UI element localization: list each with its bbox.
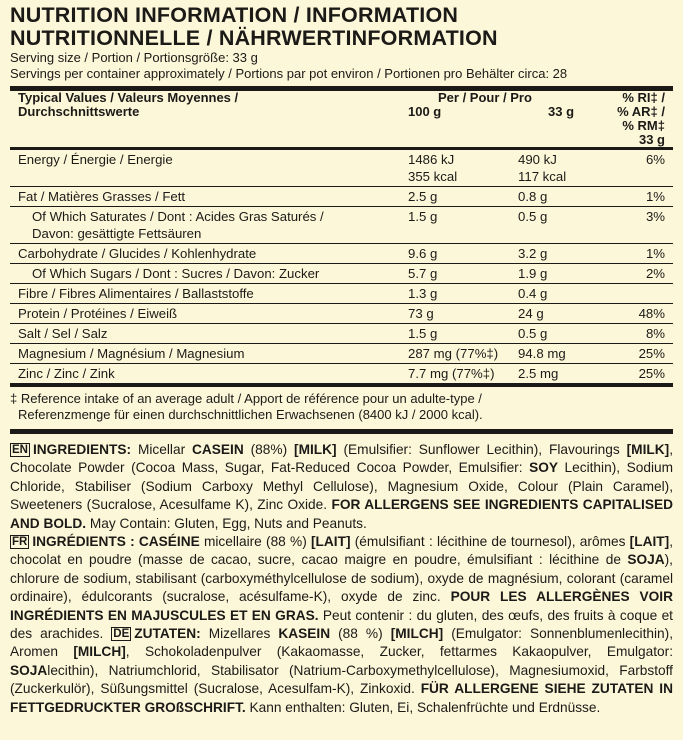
nutrient-label: Energy / Énergie / Energie bbox=[18, 152, 173, 167]
nutrient-label: Fat / Matières Grasses / Fett bbox=[18, 189, 186, 204]
en-allergen-note: FOR ALLERGENS SEE INGREDIENTS CAPITALISED AND BOLD. bbox=[10, 497, 673, 531]
value-per-100g: 73 g bbox=[408, 306, 434, 321]
de-flag-badge: DE bbox=[113, 628, 130, 641]
table-row bbox=[10, 284, 673, 304]
header-col1-line1: Typical Values / Valeurs Moyennes / bbox=[18, 90, 239, 105]
de-text: , Schokoladenpulver (Kakaomasse, Zucker, fettarmes Kakaopulver, Emulgator: bbox=[125, 644, 673, 660]
value-per-100g: 355 kcal bbox=[408, 169, 458, 184]
value-per-100g: 7.7 mg (77%‡) bbox=[408, 366, 495, 381]
title-line-1: NUTRITION INFORMATION / INFORMATION bbox=[10, 3, 459, 27]
value-per-100g: 2.5 g bbox=[408, 189, 438, 204]
table-row bbox=[10, 304, 673, 324]
nutrient-label: Carbohydrate / Glucides / Kohlenhydrate bbox=[18, 246, 257, 261]
header-33g: 33 g bbox=[548, 104, 575, 119]
table-row bbox=[10, 344, 673, 364]
de-text: lecithin), Natriumchlorid, Stabilisator (Natrium-Carboxymethylcellulose), Magnesiumoxid, Farbstoff (Zuckerkulör), Süßungsmittel (Sucralose, Acesulfam-K), Zinkoxid. bbox=[10, 662, 673, 697]
fr-flag-badge: FR bbox=[12, 536, 28, 549]
table-row bbox=[10, 207, 673, 244]
nutrient-label: Davon: gesättigte Fettsäuren bbox=[32, 226, 202, 241]
header-ri-line1: % RI‡ / % AR‡ / bbox=[617, 90, 665, 119]
nutrient-label: Zinc / Zinc / Zink bbox=[18, 366, 115, 381]
value-per-100g: 1.3 g bbox=[408, 286, 438, 301]
table-body bbox=[10, 149, 673, 384]
de-ingredients-heading: ZUTATEN: bbox=[134, 626, 201, 642]
ri-percent: 1% bbox=[645, 189, 665, 204]
value-per-100g: 1.5 g bbox=[408, 209, 438, 224]
table-row bbox=[10, 324, 673, 344]
en-allergen: [MILK] bbox=[294, 442, 337, 457]
nutrition-table bbox=[10, 91, 673, 384]
nutrient-label: Magnesium / Magnésium / Magnesium bbox=[18, 346, 245, 361]
value-per-33g: 24 g bbox=[518, 306, 544, 321]
fr-allergen: [LAIT] bbox=[629, 534, 670, 550]
table-row bbox=[10, 244, 673, 264]
de-text: (88 %) bbox=[330, 626, 391, 642]
nutrient-label: Protein / Protéines / Eiweiß bbox=[18, 306, 178, 321]
serving-size: Serving size / Portion / Portionsgröße: 33 g bbox=[10, 50, 258, 65]
nutrient-label: Salt / Sel / Salz bbox=[18, 326, 108, 341]
fr-text: , chocolat en poudre (masse de cacao, sucre, cacao maigre en poudre, émulsifiant : lécithine de bbox=[10, 534, 673, 568]
fr-allergen: [LAIT] bbox=[310, 534, 351, 550]
value-per-33g: 2.5 mg bbox=[518, 366, 559, 381]
fr-allergen-note: POUR LES ALLERGÈNES VOIR INGRÉDIENTS EN MAJUSCULES ET EN GRAS. bbox=[10, 589, 673, 623]
ri-percent: 2% bbox=[645, 266, 665, 281]
de-allergen: [MILCH] bbox=[390, 626, 444, 642]
fr-allergen: SOJA bbox=[627, 552, 665, 568]
en-allergen: CASEIN bbox=[192, 442, 244, 457]
nutrient-label: Of Which Saturates / Dont : Acides Gras Saturés / bbox=[32, 209, 324, 224]
ri-percent: 6% bbox=[645, 152, 665, 167]
nutrient-label: Fibre / Fibres Alimentaires / Ballaststoffe bbox=[18, 286, 254, 301]
value-per-33g: 3.2 g bbox=[518, 246, 548, 261]
ri-percent: 25% bbox=[638, 366, 665, 381]
title-line-2: NUTRITIONNELLE / NÄHRWERTINFORMATION bbox=[10, 26, 498, 50]
table-row bbox=[10, 364, 673, 384]
en-text: Lecithin), Sodium Chloride, Stabiliser (Sodium Carboxy Methyl Cellulose), Magnesium Oxide, Colour (Plain Caramel), Sweeteners (Sucralose, Acesulfame K), Zinc Oxide. bbox=[10, 460, 673, 513]
ri-percent: 25% bbox=[638, 346, 665, 361]
en-text: (Emulsifier: Sunflower Lecithin), Flavourings bbox=[336, 442, 627, 457]
ri-percent: 8% bbox=[645, 326, 665, 341]
value-per-33g: 0.8 g bbox=[518, 189, 548, 204]
header-ri-line2: % RM‡ 33 g bbox=[622, 118, 665, 147]
fr-text: micellaire (88 %) bbox=[199, 534, 311, 550]
de-allergen: [MILCH] bbox=[73, 644, 126, 660]
en-allergen: [MILK] bbox=[626, 442, 670, 457]
en-may-contain: May Contain: Gluten, Egg, Nuts and Peanuts. bbox=[86, 515, 367, 531]
ingredients-block bbox=[10, 441, 673, 717]
value-per-33g: 0.5 g bbox=[518, 326, 548, 341]
en-ingredients-heading: INGREDIENTS: bbox=[32, 442, 132, 457]
de-text: Mizellares bbox=[200, 626, 279, 642]
value-per-100g: 1.5 g bbox=[408, 326, 438, 341]
en-text: Micellar bbox=[131, 442, 193, 457]
en-allergen: SOY bbox=[529, 460, 558, 476]
value-per-100g: 5.7 g bbox=[408, 266, 438, 281]
bottom-rule bbox=[10, 429, 673, 434]
value-per-33g: 117 kcal bbox=[518, 169, 567, 184]
value-per-33g: 1.9 g bbox=[518, 266, 548, 281]
nutrient-label: Of Which Sugars / Dont : Sucres / Davon: Zucker bbox=[32, 266, 320, 281]
de-text: (Emulgator: Sonnenblumenlecithin), Aromen bbox=[10, 626, 674, 660]
table-row bbox=[10, 187, 673, 207]
fr-ingredients-heading: INGRÉDIENTS : CASÉINE bbox=[32, 534, 200, 550]
de-allergen: SOJA bbox=[10, 662, 48, 678]
de-allergen-note: FÜR ALLERGENE SIEHE ZUTATEN IN FETTGEDRUCKTER GROßSCHRIFT. bbox=[10, 681, 673, 715]
de-allergen: KASEIN bbox=[278, 626, 331, 642]
value-per-100g: 1486 kJ bbox=[408, 152, 455, 167]
header-per-label: Per / Pour / Pro bbox=[438, 90, 532, 105]
servings-per-container: Servings per container approximately / Portions par pot environ / Portionen pro Behälter circa: 28 bbox=[10, 66, 568, 81]
fr-text: ), chlorure de sodium, stabilisant (carboxyméthylcellulose de sodium), oxyde de magnésium, colorant (caramel ordinaire), édulcorants (sucralose, acésulfame-K), oxyde de zinc. bbox=[10, 552, 673, 605]
value-per-33g: 0.4 g bbox=[518, 286, 548, 301]
fr-may-contain: Peut contenir : du gluten, des œufs, des fruits à coque et des arachides. bbox=[10, 607, 673, 642]
ri-percent: 1% bbox=[645, 246, 665, 261]
value-per-33g: 490 kJ bbox=[518, 152, 557, 167]
value-per-100g: 287 mg (77%‡) bbox=[408, 346, 499, 361]
table-row bbox=[10, 264, 673, 284]
value-per-33g: 0.5 g bbox=[518, 209, 548, 224]
value-per-100g: 9.6 g bbox=[408, 246, 438, 261]
table-header bbox=[10, 91, 673, 149]
ri-percent: 48% bbox=[638, 306, 665, 321]
nutrition-panel bbox=[10, 4, 673, 434]
de-may-contain: Kann enthalten: Gluten, Ei, Schalenfrüchte und Erdnüsse. bbox=[245, 699, 601, 715]
en-text: (88%) bbox=[243, 442, 295, 457]
header-100g: 100 g bbox=[408, 104, 442, 119]
table-row bbox=[10, 149, 673, 187]
footnote bbox=[10, 384, 673, 423]
ri-percent: 3% bbox=[645, 209, 665, 224]
footnote-line-1: ‡ Reference intake of an average adult / Apport de référence pour un adulte-type / bbox=[10, 391, 482, 406]
en-text: , Chocolate Powder (Cocoa Mass, Sugar, Fat-Reduced Cocoa Powder, Emulsifier: bbox=[10, 442, 673, 476]
en-flag-badge: EN bbox=[12, 444, 28, 456]
footnote-line-2: Referenzmenge für einen durchschnittlichen Erwachsenen (8400 kJ / 2000 kcal). bbox=[18, 407, 483, 422]
fr-text: (émulsifiant : lécithine de tournesol), arômes bbox=[350, 534, 630, 550]
value-per-33g: 94.8 mg bbox=[518, 346, 566, 361]
header-col1-line2: Durchschnittswerte bbox=[18, 104, 140, 119]
